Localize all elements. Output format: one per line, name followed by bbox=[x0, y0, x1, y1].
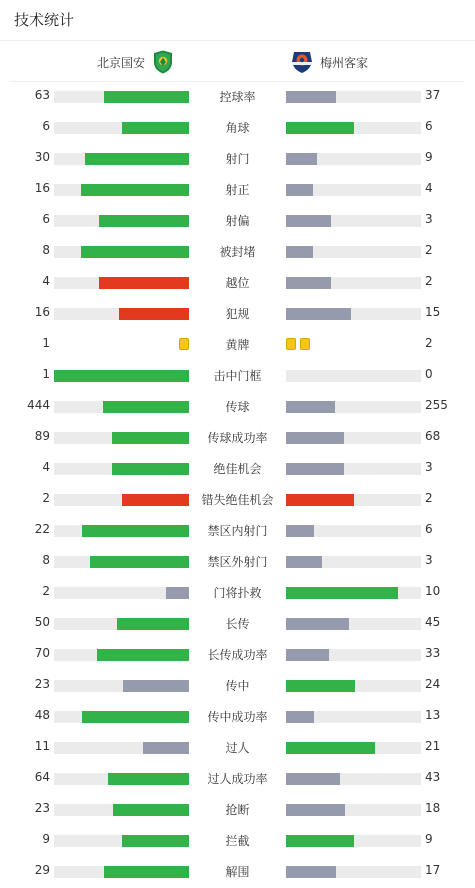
stat-label: 长传 bbox=[225, 617, 250, 631]
away-bar-fill bbox=[286, 711, 314, 723]
away-bar-track bbox=[286, 246, 421, 258]
away-bar-fill bbox=[286, 649, 329, 661]
away-bar-track bbox=[286, 153, 421, 165]
away-value: 2 bbox=[425, 491, 433, 505]
yellow-card-icon bbox=[179, 338, 189, 350]
away-bar-fill bbox=[286, 277, 331, 289]
home-team-shield-icon bbox=[151, 50, 175, 74]
away-bar-track bbox=[286, 742, 421, 754]
away-bar-fill bbox=[286, 587, 398, 599]
home-bar-fill bbox=[85, 153, 189, 165]
home-value: 8 bbox=[42, 243, 50, 257]
stat-row bbox=[0, 236, 475, 267]
stat-label: 击中门框 bbox=[213, 369, 262, 383]
stat-label: 过人 bbox=[225, 741, 250, 755]
yellow-card-icon bbox=[300, 338, 310, 350]
stat-row bbox=[0, 577, 475, 608]
away-value: 43 bbox=[425, 770, 441, 784]
stat-label: 被封堵 bbox=[219, 245, 256, 259]
stat-row bbox=[0, 112, 475, 143]
home-value: 22 bbox=[34, 522, 50, 536]
away-bar-track bbox=[286, 277, 421, 289]
away-bar-fill bbox=[286, 246, 313, 258]
stat-label: 拦截 bbox=[225, 834, 250, 848]
away-value: 3 bbox=[425, 553, 433, 567]
home-bar-track bbox=[54, 370, 189, 382]
stat-row bbox=[0, 608, 475, 639]
away-value: 9 bbox=[425, 150, 433, 164]
home-value: 11 bbox=[34, 739, 50, 753]
away-value: 3 bbox=[425, 460, 433, 474]
away-bar-track bbox=[286, 184, 421, 196]
home-bar-fill bbox=[113, 804, 189, 816]
home-value: 6 bbox=[42, 212, 50, 226]
home-bar-track bbox=[54, 556, 189, 568]
away-value: 4 bbox=[425, 181, 433, 195]
stat-label: 绝佳机会 bbox=[213, 462, 262, 476]
stat-row bbox=[0, 732, 475, 763]
stat-row bbox=[0, 391, 475, 422]
away-bar-fill bbox=[286, 556, 322, 568]
home-bar-fill bbox=[103, 401, 189, 413]
home-team-name: 北京国安 bbox=[96, 55, 145, 70]
home-bar-track bbox=[54, 587, 189, 599]
home-value: 4 bbox=[42, 460, 50, 474]
away-bar-track bbox=[286, 215, 421, 227]
home-value: 64 bbox=[34, 770, 50, 784]
away-value: 13 bbox=[425, 708, 441, 722]
home-bar-track bbox=[54, 773, 189, 785]
away-value: 45 bbox=[425, 615, 441, 629]
away-bar-fill bbox=[286, 680, 355, 692]
home-bar-fill bbox=[81, 184, 189, 196]
stat-row bbox=[0, 267, 475, 298]
stat-label: 传中成功率 bbox=[207, 710, 268, 724]
home-bar-fill bbox=[122, 494, 190, 506]
home-bar-fill bbox=[54, 370, 189, 382]
stat-label: 越位 bbox=[225, 276, 250, 290]
home-bar-fill bbox=[123, 680, 189, 692]
away-value: 24 bbox=[425, 677, 441, 691]
home-bar-track bbox=[54, 215, 189, 227]
stat-row bbox=[0, 856, 475, 887]
home-bar-fill bbox=[122, 122, 190, 134]
stat-label: 传球成功率 bbox=[207, 431, 268, 445]
home-bar-fill bbox=[108, 773, 189, 785]
home-bar-fill bbox=[112, 463, 189, 475]
home-bar-track bbox=[54, 308, 189, 320]
home-bar-fill bbox=[99, 215, 189, 227]
home-bar-track bbox=[54, 153, 189, 165]
away-bar-track bbox=[286, 773, 421, 785]
away-bar-track bbox=[286, 618, 421, 630]
away-bar-track bbox=[286, 587, 421, 599]
home-value: 63 bbox=[34, 88, 50, 102]
away-value: 9 bbox=[425, 832, 433, 846]
away-bar-fill bbox=[286, 525, 314, 537]
stats-list bbox=[0, 81, 475, 887]
stat-row bbox=[0, 329, 475, 360]
stat-row bbox=[0, 546, 475, 577]
stat-label: 门将扑救 bbox=[213, 586, 262, 600]
home-bar-fill bbox=[99, 277, 189, 289]
away-bar-fill bbox=[286, 773, 340, 785]
away-value: 33 bbox=[425, 646, 441, 660]
stat-label: 禁区内射门 bbox=[207, 524, 268, 538]
away-value: 17 bbox=[425, 863, 441, 877]
home-value: 89 bbox=[34, 429, 50, 443]
away-bar-track bbox=[286, 91, 421, 103]
home-bar-track bbox=[54, 494, 189, 506]
home-bar-track bbox=[54, 742, 189, 754]
stat-label: 过人成功率 bbox=[207, 772, 268, 786]
home-bar-track bbox=[54, 122, 189, 134]
home-bar-track bbox=[54, 91, 189, 103]
home-bar-track bbox=[54, 246, 189, 258]
away-yellow-cards bbox=[286, 338, 310, 350]
stat-label: 传中 bbox=[225, 679, 250, 693]
stat-label: 控球率 bbox=[219, 90, 256, 104]
away-bar-track bbox=[286, 463, 421, 475]
away-bar-fill bbox=[286, 91, 336, 103]
away-bar-fill bbox=[286, 866, 336, 878]
stat-row bbox=[0, 701, 475, 732]
home-bar-track bbox=[54, 835, 189, 847]
away-value: 3 bbox=[425, 212, 433, 226]
home-bar-track bbox=[54, 463, 189, 475]
home-bar-fill bbox=[166, 587, 189, 599]
away-value: 255 bbox=[425, 398, 448, 412]
away-bar-track bbox=[286, 525, 421, 537]
away-bar-track bbox=[286, 401, 421, 413]
home-value: 6 bbox=[42, 119, 50, 133]
away-team-name: 梅州客家 bbox=[320, 55, 369, 70]
home-value: 30 bbox=[34, 150, 50, 164]
away-value: 10 bbox=[425, 584, 441, 598]
stat-row bbox=[0, 143, 475, 174]
home-value: 16 bbox=[34, 181, 50, 195]
stat-row bbox=[0, 763, 475, 794]
stat-label: 射门 bbox=[225, 152, 250, 166]
home-value: 2 bbox=[42, 584, 50, 598]
home-bar-track bbox=[54, 184, 189, 196]
away-value: 18 bbox=[425, 801, 441, 815]
away-value: 2 bbox=[425, 243, 433, 257]
stat-row bbox=[0, 360, 475, 391]
home-yellow-cards bbox=[179, 338, 189, 350]
away-value: 0 bbox=[425, 367, 433, 381]
stat-label: 禁区外射门 bbox=[207, 555, 268, 569]
away-bar-track bbox=[286, 866, 421, 878]
away-bar-fill bbox=[286, 432, 344, 444]
away-bar-fill bbox=[286, 804, 345, 816]
stat-row bbox=[0, 81, 475, 112]
stat-row bbox=[0, 422, 475, 453]
home-value: 48 bbox=[34, 708, 50, 722]
away-value: 68 bbox=[425, 429, 441, 443]
away-bar-fill bbox=[286, 184, 313, 196]
home-bar-track bbox=[54, 401, 189, 413]
away-bar-fill bbox=[286, 308, 351, 320]
away-bar-track bbox=[286, 804, 421, 816]
home-bar-fill bbox=[104, 91, 189, 103]
home-bar-track bbox=[54, 649, 189, 661]
home-value: 8 bbox=[42, 553, 50, 567]
stat-label: 黄牌 bbox=[225, 338, 250, 352]
home-bar-fill bbox=[122, 835, 190, 847]
home-bar-track bbox=[54, 618, 189, 630]
teams-header bbox=[10, 41, 465, 82]
away-bar-track bbox=[286, 308, 421, 320]
away-bar-track bbox=[286, 835, 421, 847]
stat-row bbox=[0, 670, 475, 701]
stat-row bbox=[0, 794, 475, 825]
stat-row bbox=[0, 639, 475, 670]
home-bar-fill bbox=[143, 742, 189, 754]
home-bar-fill bbox=[82, 525, 189, 537]
home-value: 4 bbox=[42, 274, 50, 288]
away-value: 2 bbox=[425, 336, 433, 350]
home-bar-fill bbox=[117, 618, 189, 630]
home-value: 1 bbox=[42, 367, 50, 381]
home-value: 16 bbox=[34, 305, 50, 319]
stat-label: 抢断 bbox=[225, 803, 250, 817]
stat-label: 射偏 bbox=[225, 214, 250, 228]
home-value: 1 bbox=[42, 336, 50, 350]
home-bar-track bbox=[54, 525, 189, 537]
away-bar-fill bbox=[286, 618, 349, 630]
stat-label: 错失绝佳机会 bbox=[201, 493, 274, 507]
away-bar-fill bbox=[286, 215, 331, 227]
home-bar-track bbox=[54, 680, 189, 692]
away-bar-track bbox=[286, 122, 421, 134]
home-bar-fill bbox=[81, 246, 189, 258]
home-bar-track bbox=[54, 277, 189, 289]
home-value: 444 bbox=[27, 398, 50, 412]
away-value: 21 bbox=[425, 739, 441, 753]
home-team bbox=[97, 49, 175, 75]
away-bar-fill bbox=[286, 835, 354, 847]
away-bar-fill bbox=[286, 463, 344, 475]
stat-label: 传球 bbox=[225, 400, 250, 414]
stat-label: 解围 bbox=[225, 865, 250, 879]
away-value: 15 bbox=[425, 305, 441, 319]
away-team bbox=[290, 49, 368, 75]
away-bar-track bbox=[286, 556, 421, 568]
away-value: 2 bbox=[425, 274, 433, 288]
away-bar-track bbox=[286, 711, 421, 723]
page-title: 技术统计 bbox=[0, 0, 475, 41]
home-bar-track bbox=[54, 804, 189, 816]
home-bar-track bbox=[54, 866, 189, 878]
home-value: 70 bbox=[34, 646, 50, 660]
away-value: 6 bbox=[425, 119, 433, 133]
away-bar-fill bbox=[286, 494, 354, 506]
away-value: 6 bbox=[425, 522, 433, 536]
home-value: 23 bbox=[34, 677, 50, 691]
away-bar-track bbox=[286, 680, 421, 692]
away-bar-track bbox=[286, 432, 421, 444]
away-bar-fill bbox=[286, 122, 354, 134]
home-bar-fill bbox=[112, 432, 189, 444]
stat-row bbox=[0, 515, 475, 546]
home-value: 9 bbox=[42, 832, 50, 846]
home-bar-track bbox=[54, 432, 189, 444]
stat-row bbox=[0, 174, 475, 205]
home-value: 2 bbox=[42, 491, 50, 505]
home-bar-fill bbox=[97, 649, 189, 661]
stat-row bbox=[0, 484, 475, 515]
stat-label: 长传成功率 bbox=[207, 648, 268, 662]
yellow-card-icon bbox=[286, 338, 296, 350]
away-value: 37 bbox=[425, 88, 441, 102]
home-value: 50 bbox=[34, 615, 50, 629]
home-bar-fill bbox=[82, 711, 189, 723]
home-value: 23 bbox=[34, 801, 50, 815]
home-bar-fill bbox=[90, 556, 189, 568]
home-value: 29 bbox=[34, 863, 50, 877]
stat-row bbox=[0, 298, 475, 329]
home-bar-fill bbox=[119, 308, 189, 320]
stat-row bbox=[0, 825, 475, 856]
away-bar-track bbox=[286, 494, 421, 506]
away-bar-fill bbox=[286, 742, 375, 754]
stat-label: 角球 bbox=[225, 121, 250, 135]
home-bar-fill bbox=[104, 866, 189, 878]
home-bar-track bbox=[54, 711, 189, 723]
away-bar-fill bbox=[286, 153, 317, 165]
away-bar-track bbox=[286, 370, 421, 382]
stat-label: 射正 bbox=[225, 183, 250, 197]
away-bar-track bbox=[286, 649, 421, 661]
stat-row bbox=[0, 453, 475, 484]
stat-row bbox=[0, 205, 475, 236]
away-bar-fill bbox=[286, 401, 335, 413]
away-team-badge-icon bbox=[290, 50, 314, 74]
stat-label: 犯规 bbox=[225, 307, 250, 321]
